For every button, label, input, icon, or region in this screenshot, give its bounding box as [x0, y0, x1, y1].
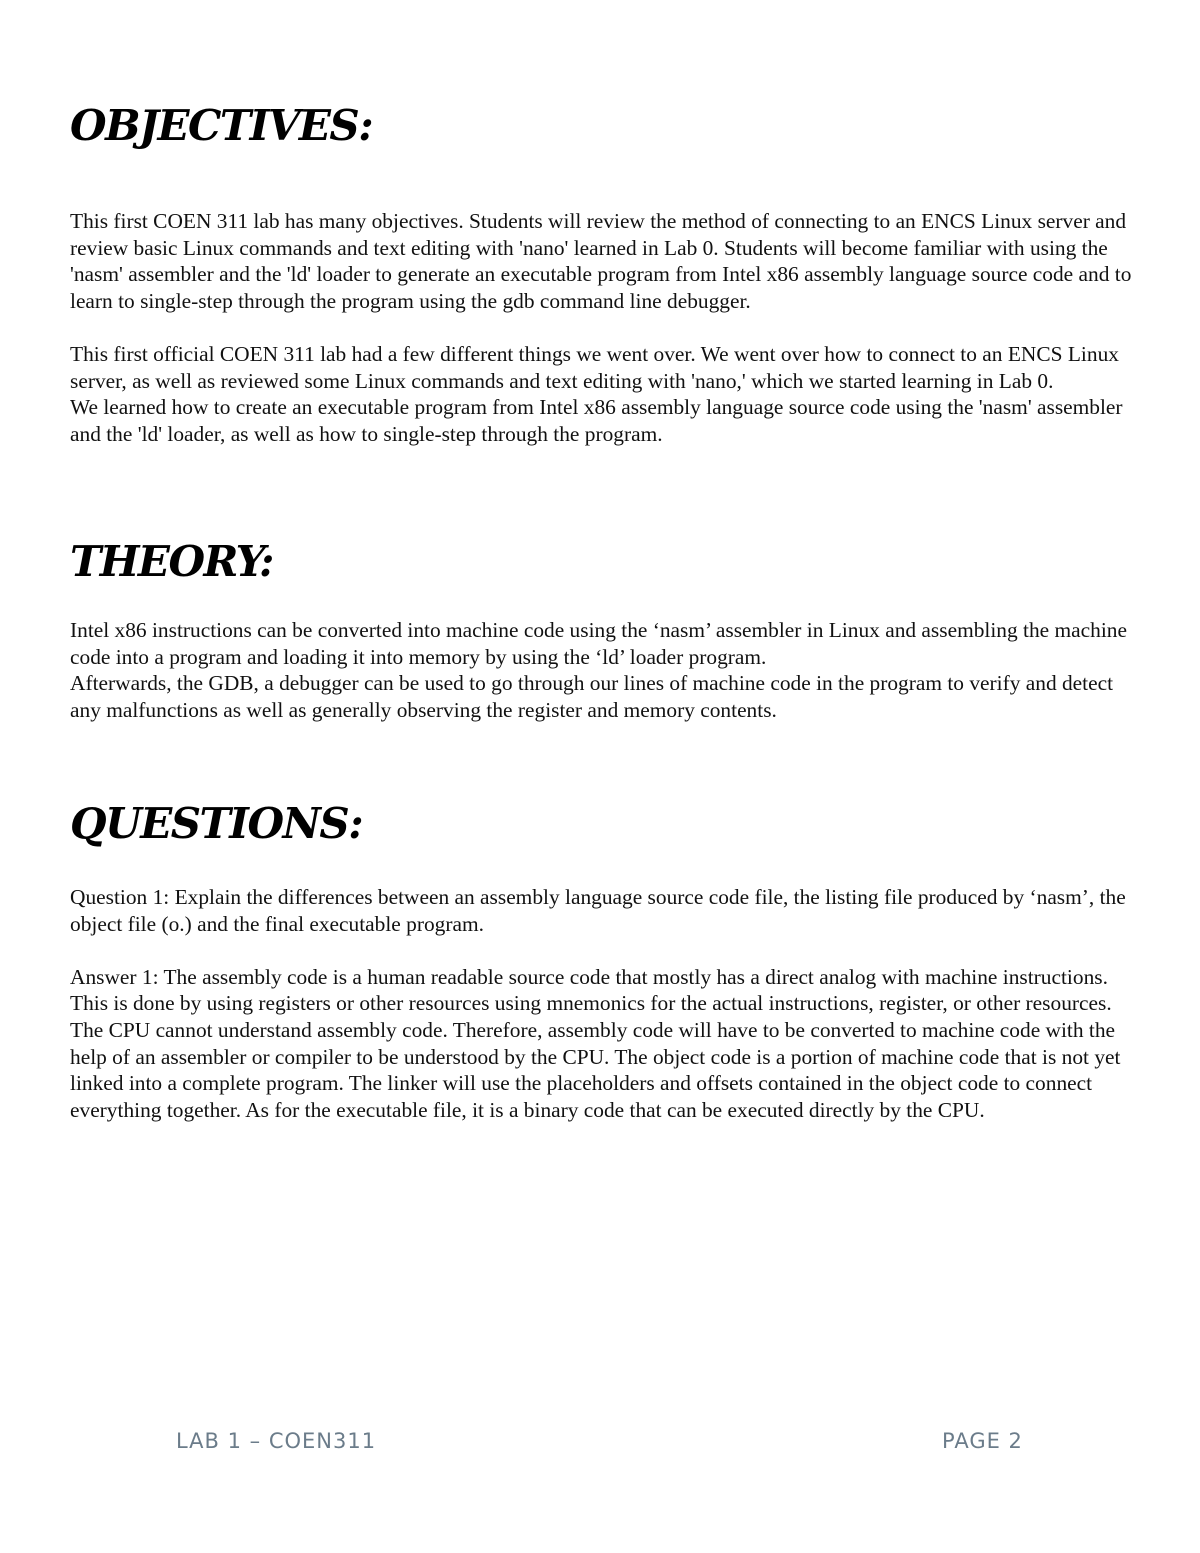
objectives-paragraph-1: This first COEN 311 lab has many objectives. Students will review the method of connecting to an ENCS Linux server and review basic Linux commands and text editing with 'nano' learned in Lab 0. Students will become familiar with using the 'nasm' assembler and the 'ld' loader to generate an executable program from Intel x86 assembly language source code and to learn to single-step through the program using the gdb command line debugger. [70, 209, 1132, 313]
theory-paragraph-2: Afterwards, the GDB, a debugger can be used to go through our lines of machine code in the program to verify and detect any malfunctions as well as generally observing the register and memory contents. [70, 671, 1114, 722]
answer-1-paragraph-1: Answer 1: The assembly code is a human readable source code that mostly has a direct analog with machine instructions. This is done by using registers or other resources using mnemonics for the actual instructions, register, or other resources. [70, 964, 1112, 1016]
questions-section [70, 884, 1132, 1123]
paragraph-spacer [70, 937, 1132, 964]
objectives-paragraph-2: This first official COEN 311 lab had a few different things we went over. We went over how to connect to an ENCS Linux server, as well as reviewed some Linux commands and text editing with 'nano,' which we started learning in Lab 0. [70, 341, 1119, 393]
theory-paragraph-1: Intel x86 instructions can be converted into machine code using the ‘nasm’ assembler in Linux and assembling the machine code into a program and loading it into memory by using the ‘ld’ loader program. [70, 618, 1127, 669]
question-1: Question 1: Explain the differences between an assembly language source code file, the listing file produced by ‘nasm’, the object file (o.) and the final executable program. [70, 885, 1126, 936]
footer-page-number: PAGE 2 [942, 1429, 1023, 1453]
theory-section [70, 617, 1132, 723]
objectives-section [70, 208, 1132, 447]
theory-heading: THEORY: [70, 537, 273, 586]
footer-left-label: LAB 1 – COEN311 [176, 1429, 377, 1453]
objectives-heading: OBJECTIVES: [70, 101, 373, 150]
paragraph-spacer [70, 314, 1132, 341]
objectives-paragraph-3: We learned how to create an executable program from Intel x86 assembly language source code using the 'nasm' assembler and the 'ld' loader, as well as how to single-step through the program. [70, 395, 1123, 446]
questions-heading: QUESTIONS: [70, 799, 363, 848]
answer-1-paragraph-2: The CPU cannot understand assembly code. Therefore, assembly code will have to be converted to machine code with the help of an assembler or compiler to be understood by the CPU. The object code is a portion of machine code that is not yet linked into a complete program. The linker will use the placeholders and offsets contained in the object code to connect everything together. As for the executable file, it is a binary code that can be executed directly by the CPU. [70, 1017, 1121, 1122]
